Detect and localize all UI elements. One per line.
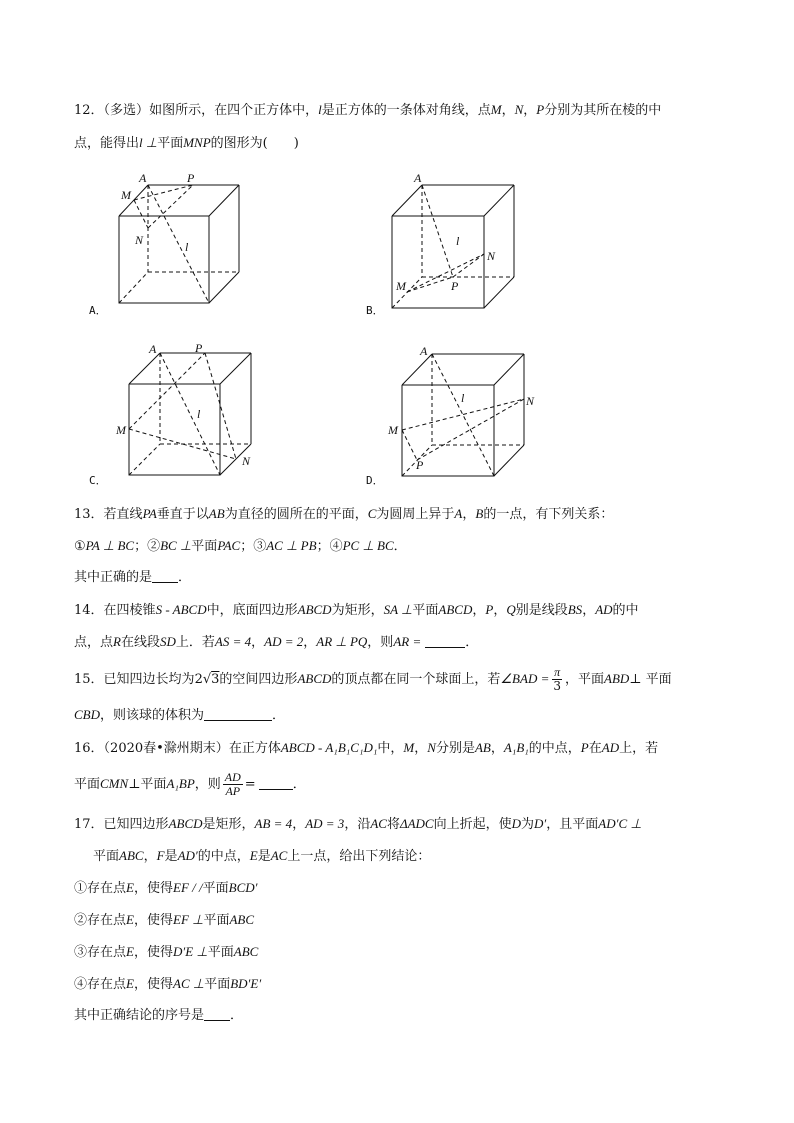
- option-label-d: D．: [366, 474, 384, 487]
- q17-last-line: 其中正确结论的序号是 ．: [74, 1008, 244, 1023]
- label-p: P: [195, 341, 203, 355]
- q13-line-3: 其中正确的是 ．: [74, 570, 192, 585]
- conclusion-item: ④存在点E，使得AC ⊥平面BD′E′: [74, 976, 262, 992]
- segment-mn: [407, 254, 484, 292]
- label-l: l: [185, 240, 189, 254]
- q13-line-2: ①PA ⊥ BC；②BC ⊥平面PAC；③AC ⊥ PB；④PC ⊥ BC．: [74, 538, 407, 554]
- segment-mn: [134, 200, 148, 228]
- label-p: P: [416, 458, 424, 472]
- q14-line-2: 点，点R在线段SD上．若AS = 4，AD = 2，AR ⊥ PQ，则AR = ．: [74, 634, 479, 650]
- segment-mp: [129, 353, 205, 429]
- label-m: M: [388, 423, 398, 437]
- diagonal-l: [148, 185, 209, 303]
- segment-mp: [402, 430, 417, 460]
- option-label-b: B．: [366, 304, 384, 317]
- label-a: A: [420, 344, 428, 358]
- q17-line-2: 平面ABC，F是AD′的中点，E是AC上一点，给出下列结论：: [93, 848, 431, 864]
- diagonal-l: [160, 353, 220, 475]
- q15-line-1: 15．已知四边长均为2√3的空间四边形ABCD的顶点都在同一个球面上，若∠BAD = $\frac{\pi}{3}$ ，平面ABD⊥ 平面: [74, 665, 672, 693]
- answer-blank[interactable]: [425, 633, 465, 648]
- answer-blank[interactable]: [204, 706, 272, 721]
- label-n: N: [242, 454, 251, 468]
- option-label-a: A．: [89, 304, 107, 317]
- label-p: P: [451, 279, 459, 293]
- cube-c: [129, 353, 251, 475]
- conclusion-item: ②存在点E，使得EF ⊥平面ABC: [74, 912, 255, 928]
- segment-pn: [453, 254, 484, 277]
- label-m: M: [396, 279, 406, 293]
- diagonal-l: [422, 185, 453, 277]
- label-a: A: [149, 342, 157, 356]
- q16-line-1: 16．（2020春•滁州期末）在正方体ABCD - A₁B₁C₁D₁中，M，N分别是AB，A₁B₁的中点，P在AD上，若: [74, 740, 659, 756]
- figure-b: [362, 168, 532, 318]
- question-number: 17．: [74, 817, 104, 832]
- label-a: A: [414, 171, 422, 185]
- figure-a: [85, 168, 255, 318]
- label-a: A: [139, 171, 147, 185]
- label-n: N: [135, 233, 144, 247]
- answer-blank[interactable]: [152, 568, 178, 583]
- question-source: （2020春•滁州期末）: [103, 741, 229, 756]
- option-label-c: C．: [89, 474, 107, 487]
- segment-mp: [134, 185, 193, 200]
- question-number: 14．: [74, 603, 104, 618]
- q16-line-2: 平面CMN⊥平面A₁BP，则 $\frac{AD}{AP}$ = ．: [74, 770, 306, 798]
- figure-c: [85, 338, 260, 488]
- question-number: 16．: [74, 741, 104, 756]
- label-m: M: [121, 188, 131, 202]
- q17-line-1: 17．已知四边形ABCD是矩形，AB = 4，AD = 3，沿AC将ΔADC向上折起，使D为D′，且平面AD′C ⊥: [74, 816, 642, 832]
- label-l: l: [456, 234, 460, 248]
- label-p: P: [187, 171, 195, 185]
- question-tag: （多选）: [103, 103, 150, 118]
- q13-line-1: 13．若直线PA垂直于以AB为直径的圆所在的平面，C为圆周上异于A，B的一点，有下列关系：: [74, 506, 614, 522]
- segment-mp: [407, 277, 453, 292]
- answer-blank[interactable]: [259, 775, 293, 790]
- fraction-ad-ap: $\frac{AD}{AP}$: [224, 770, 241, 798]
- q15-line-2: CBD，则该球的体积为 ．: [74, 707, 286, 723]
- conclusion-item: ①存在点E，使得EF / /平面BCD′: [74, 880, 258, 896]
- question-number: 12．: [74, 103, 104, 118]
- label-l: l: [197, 407, 201, 421]
- q14-line-1: 14．在四棱锥S - ABCD中，底面四边形ABCD为矩形，SA ⊥平面ABCD，P，Q别是线段BS，AD的中: [74, 602, 639, 618]
- question-number: 13．: [74, 507, 104, 522]
- question-number: 15．: [74, 672, 104, 687]
- label-m: M: [116, 423, 126, 437]
- conclusion-item: ③存在点E，使得D′E ⊥平面ABC: [74, 944, 259, 960]
- diagonal-l: [432, 354, 494, 476]
- figure-d: [362, 338, 547, 488]
- label-l: l: [461, 391, 465, 405]
- label-n: N: [487, 249, 496, 263]
- q12-line-2: 点，能得出l ⊥平面MNP的图形为( ): [74, 135, 299, 151]
- answer-blank[interactable]: [204, 1006, 230, 1021]
- label-n: N: [526, 394, 535, 408]
- fraction-pi-3: $\frac{\pi}{3}$: [553, 665, 561, 693]
- q12-line-1: 12．（多选）如图所示，在四个正方体中，l是正方体的一条体对角线，点M，N，P分别为其所在棱的中: [74, 102, 662, 118]
- segment-np: [148, 185, 193, 228]
